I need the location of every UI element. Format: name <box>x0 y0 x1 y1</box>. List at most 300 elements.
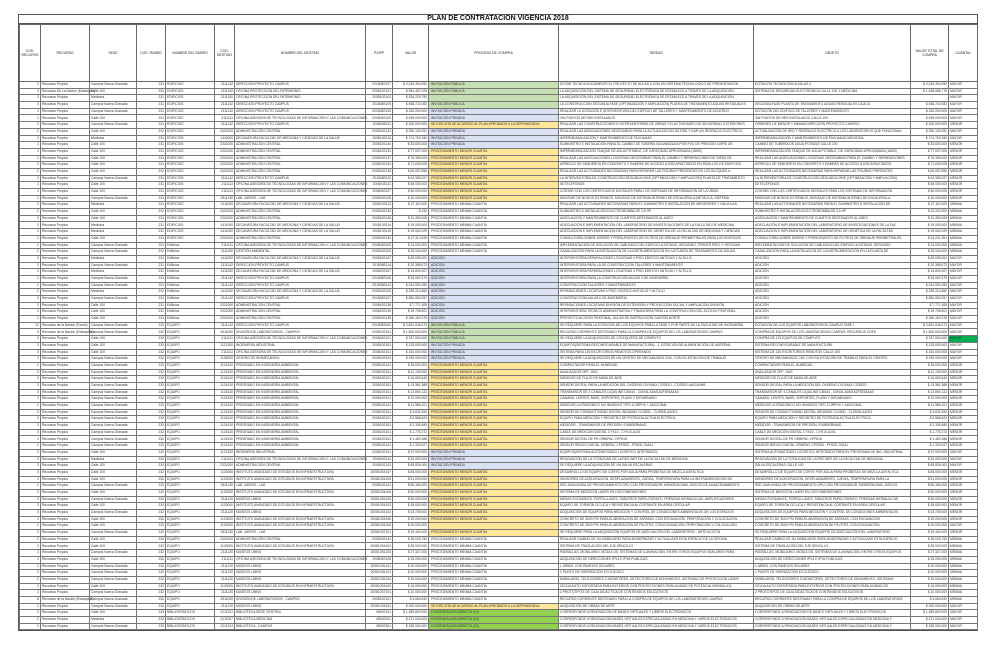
cell-cuantia[interactable]: MÍNIMA <box>949 576 978 583</box>
cell-sede[interactable]: Campus Nueva Granada <box>90 550 137 557</box>
cell-valor[interactable]: $ 93.052.279 <box>393 275 429 282</box>
cell-sede[interactable]: Calle 100 <box>90 610 137 617</box>
cell-pgipp[interactable]: 200810S114 <box>366 222 393 229</box>
cell-cod-recurso[interactable]: 2 <box>20 523 41 530</box>
cell-nombre-rubro[interactable]: EQUIPO <box>166 536 215 543</box>
cell-cod-destino[interactable]: 2111120 <box>215 590 235 597</box>
cell-sede[interactable]: Calle 100 <box>90 523 137 530</box>
cell-cod-recurso[interactable]: 2 <box>20 95 41 102</box>
cell-valor[interactable]: $ 77.007.000 <box>393 148 429 155</box>
cell-cod-rubro[interactable]: 231 <box>137 275 166 282</box>
cell-cod-destino[interactable]: 2321000 <box>215 209 235 216</box>
table-row[interactable] <box>20 423 978 430</box>
table-row[interactable] <box>20 82 978 89</box>
table-row[interactable] <box>20 342 978 349</box>
cell-cuantia[interactable]: MAYOR <box>949 623 978 630</box>
cell-cuantia[interactable]: MENOR <box>949 142 978 149</box>
cell-cod-rubro[interactable]: 232 <box>137 416 166 423</box>
cell-valor[interactable]: $ 58.000.000 <box>393 182 429 189</box>
cell-cod-destino[interactable]: 2511130 <box>215 530 235 537</box>
cell-valor-total[interactable]: $ 330.000.000 <box>911 108 949 115</box>
cell-tareas[interactable]: CONCRETO DE 3500 PSI PARA ELABORACIÓN DE PILOTES, CON EXCAVACIÓN, PERFORACIÓN Y COLOCACIÓN <box>559 523 754 530</box>
cell-pgipp[interactable]: 200810S1104 <box>366 576 393 583</box>
cell-cod-rubro[interactable]: 231 <box>137 108 166 115</box>
table-row[interactable] <box>20 128 978 135</box>
table-row[interactable] <box>20 148 978 155</box>
cell-nombre-destino[interactable]: INSTITUTO AVANZADO DE ESTUDIOS EN INFRAESTRUCTURA <box>235 523 366 530</box>
cell-cod-rubro[interactable]: 232 <box>137 322 166 329</box>
cell-nombre-destino[interactable]: ADMINISTRACIÓN CENTRAL <box>235 536 366 543</box>
cell-cuantia[interactable]: MAYOR <box>949 88 978 95</box>
cell-cod-rubro[interactable]: 232 <box>137 523 166 530</box>
cell-valor[interactable]: $ 232 <box>393 209 429 216</box>
cell-objeto[interactable]: REALIZAR LAS ADECUACIONES LOCATIVAS NECESARIAS PARA EL CAMBIO Y REPARACIONES <box>754 155 911 162</box>
cell-tareas[interactable]: SISTEMA PARA 130 ESCRITORIOS REMOTOS OPERANDO <box>559 349 754 356</box>
cell-sede[interactable]: Medicina <box>90 255 137 262</box>
cell-proceso-compra[interactable]: INVITACIÓN PRIVADA <box>429 463 559 470</box>
cell-tareas[interactable]: CONCRETO DE 3000 PSI PARA ELABORACIÓN DE ZAPATAS, CON EXCAVACIÓN, PERFORACIÓN Y COLOCACIÓN <box>559 516 754 523</box>
cell-pgipp[interactable]: 200810S132 <box>366 235 393 242</box>
cell-objeto[interactable]: ADICIÓN <box>754 316 911 323</box>
cell-cod-recurso[interactable]: 2 <box>20 142 41 149</box>
cell-nombre-destino[interactable]: BIBLIOTECA - CAMPUS <box>235 623 366 630</box>
cell-recurso[interactable]: Recursos Propios <box>41 576 90 583</box>
cell-valor[interactable]: $ 80.160.000 <box>393 483 429 490</box>
cell-recurso[interactable]: Recursos Propios <box>41 423 90 430</box>
cell-valor-total[interactable]: $ 10.000.000 <box>911 590 949 597</box>
cell-proceso-compra[interactable]: INVITACIÓN PRIVADA <box>429 356 559 363</box>
cell-valor[interactable]: $ 27.327.000 <box>393 550 429 557</box>
cell-sede[interactable]: Calle 100 <box>90 155 137 162</box>
cell-nombre-destino[interactable]: MUSEOS UMNG <box>235 590 366 597</box>
cell-valor[interactable]: $ 25.000.000 <box>393 556 429 563</box>
cell-recurso[interactable]: Recursos Propios <box>41 122 90 129</box>
cell-cod-recurso[interactable]: 2 <box>20 182 41 189</box>
cell-sede[interactable]: Campus Nueva Granada <box>90 249 137 256</box>
cell-proceso-compra[interactable]: PROCEDIMIENTO MENOR CUANTÍA <box>429 476 559 483</box>
cell-recurso[interactable]: Recursos Propios <box>41 235 90 242</box>
cell-pgipp[interactable]: 201808S000 <box>366 322 393 329</box>
cell-nombre-destino[interactable]: INSTITUTO AVANZADO DE ESTUDIOS EN INFRAESTRUCTURA <box>235 583 366 590</box>
cell-nombre-rubro[interactable]: EQUIPO <box>166 403 215 410</box>
cell-sede[interactable]: Campus Nueva Granada <box>90 108 137 115</box>
cell-proceso-compra[interactable]: PROCEDIMIENTO MENOR CUANTÍA <box>429 530 559 537</box>
cell-objeto[interactable]: SENSOR REDOX DIGITAL ORBIPAC CPF82D - PF82D-7NA11 <box>754 443 911 450</box>
cell-nombre-rubro[interactable]: EQUIPO <box>166 382 215 389</box>
cell-sede[interactable]: Campus Nueva Granada <box>90 376 137 383</box>
cell-cod-recurso[interactable]: 2 <box>20 296 41 303</box>
cell-proceso-compra[interactable]: INVITACIÓN PÚBLICA <box>429 82 559 89</box>
cell-cuantia[interactable]: MAYOR <box>949 282 978 289</box>
cell-cuantia[interactable]: MENOR <box>949 503 978 510</box>
cell-objeto[interactable]: MOBILIARIO, TELEVISORES O MONITORES, DETECTORES DE MOVIMIENTO, SISTEMAS <box>754 576 911 583</box>
cell-valor-total[interactable]: $ 13.361.988 <box>911 382 949 389</box>
cell-cod-recurso[interactable]: 2 <box>20 302 41 309</box>
table-row[interactable] <box>20 142 978 149</box>
cell-cod-rubro[interactable]: 232 <box>137 603 166 610</box>
cell-nombre-rubro[interactable]: Edificios <box>166 275 215 282</box>
cell-proceso-compra[interactable]: ADICIÓN <box>429 289 559 296</box>
table-row[interactable] <box>20 329 978 336</box>
cell-pgipp[interactable]: 200810S101 <box>366 449 393 456</box>
cell-recurso[interactable]: Recursos Propios <box>41 349 90 356</box>
cell-tareas[interactable]: MEDIDOR - TRANSMISOR DE PRESIÓN / RUBBERMAID <box>559 423 754 430</box>
table-row[interactable] <box>20 222 978 229</box>
cell-cod-recurso[interactable]: 2 <box>20 396 41 403</box>
cell-cod-destino[interactable]: 1123000 <box>215 523 235 530</box>
cell-valor-total[interactable]: $ 838.724.082 <box>911 102 949 109</box>
cell-pgipp[interactable]: 201808S113 <box>366 282 393 289</box>
table-row[interactable] <box>20 610 978 617</box>
cell-cod-destino[interactable]: 2321000 <box>215 215 235 222</box>
table-row[interactable] <box>20 155 978 162</box>
cell-cod-recurso[interactable]: 2 <box>20 416 41 423</box>
cell-nombre-destino[interactable]: ADMINISTRACIÓN CENTRAL <box>235 128 366 135</box>
cell-valor-total[interactable]: $ 11.966.101 <box>911 403 949 410</box>
cell-cuantia[interactable]: MAYOR <box>949 603 978 610</box>
cell-cuantia[interactable]: MAYOR <box>949 349 978 356</box>
cell-cuantia[interactable]: MENOR <box>949 162 978 169</box>
cell-recurso[interactable]: Recursos Propios <box>41 336 90 343</box>
cell-cod-recurso[interactable]: 2 <box>20 476 41 483</box>
cell-proceso-compra[interactable]: PROCEDIMIENTO MENOR CUANTÍA <box>429 516 559 523</box>
cell-objeto[interactable]: ADICIÓN <box>754 296 911 303</box>
cell-valor-total[interactable]: $ 25.000.000 <box>911 556 949 563</box>
cell-tareas[interactable]: SENSOR REDOX DIGITAL ORBIPAC CPF82D - PF82D-7NA11 <box>559 443 754 450</box>
cell-pgipp[interactable]: 200810S101 <box>366 362 393 369</box>
cell-cuantia[interactable]: MENOR <box>949 362 978 369</box>
cell-nombre-destino[interactable]: DIVISIÓN DE LABORATORIOS - CAMPUS <box>235 596 366 603</box>
cell-cuantia[interactable]: MAYOR <box>949 523 978 530</box>
cell-cod-destino[interactable]: 1121610 <box>215 403 235 410</box>
cell-cod-destino[interactable]: 1121300 <box>215 342 235 349</box>
cell-objeto[interactable]: ADQUISICIÓN DE OBRAS DE ARTE <box>754 603 911 610</box>
cell-sede[interactable]: Campus Nueva Granada <box>90 403 137 410</box>
cell-nombre-destino[interactable]: ADMINISTRACIÓN CENTRAL <box>235 162 366 169</box>
cell-proceso-compra[interactable]: ADICIÓN <box>429 296 559 303</box>
cell-cod-rubro[interactable]: 231 <box>137 88 166 95</box>
cell-cod-destino[interactable]: 2321000 <box>215 536 235 543</box>
cell-cod-destino[interactable]: 1121610 <box>215 409 235 416</box>
cell-valor[interactable]: $ 21.130.000 <box>393 369 429 376</box>
cell-objeto[interactable]: ARREGLO DE SENDEROS EN CONCRETO Y RAMPAS DE ACCESO A DISCAPACITADOS <box>754 162 911 169</box>
table-row[interactable] <box>20 456 978 463</box>
table-row[interactable] <box>20 483 978 490</box>
cell-recurso[interactable]: Recursos Propios <box>41 189 90 196</box>
cell-objeto[interactable]: CENTRO DE MECANIZADO CNC CON SU ESTACIÓN DE TRABAJO PARA EL CENTRO <box>754 356 911 363</box>
cell-valor-total[interactable]: $ 20.000.000 <box>911 516 949 523</box>
cell-cod-destino[interactable]: 1121610 <box>215 369 235 376</box>
cell-pgipp[interactable]: 200810S107 <box>366 255 393 262</box>
cell-cod-rubro[interactable]: 232 <box>137 496 166 503</box>
cell-cuantia[interactable]: MENOR <box>949 396 978 403</box>
cell-valor-total[interactable]: $ 61.000.000 <box>911 476 949 483</box>
cell-objeto[interactable]: CONTAR CON LOS CERTIFICADOS DIGITALES PARA LOS SISTEMAS DE INFORMACIÓN <box>754 189 911 196</box>
cell-cuantia[interactable]: MENOR <box>949 496 978 503</box>
cell-recurso[interactable]: Recursos Propios <box>41 496 90 503</box>
cell-nombre-destino[interactable]: OFICINA PROTECCIÓN DEL PATRIMONIO <box>235 95 366 102</box>
cell-tareas[interactable]: RECURSO CORRIENTE DESTINADO PARA LA COMPRA DE EQUIPOS DE LOS LABORATORIOS CAMPUS. <box>559 329 754 336</box>
cell-nombre-rubro[interactable]: Edificios <box>166 289 215 296</box>
cell-cod-destino[interactable]: 2511000 <box>215 596 235 603</box>
cell-sede[interactable]: Campus Nueva Granada <box>90 590 137 597</box>
cell-objeto[interactable]: SE REQUIERE PARA LA ADQUISICIÓN EQUIPOS DE ADECUACIÓN DEL LABORATORIO <box>754 530 911 537</box>
cell-valor[interactable]: $ 204.000.000 <box>393 349 429 356</box>
cell-objeto[interactable]: EQUIPO PARA MEDICIÓN Y REGISTRO DE POTENCIA ACTIVA ELÉCTRICA <box>754 416 911 423</box>
cell-cod-recurso[interactable]: 2 <box>20 222 41 229</box>
cell-recurso[interactable]: Recursos Propios <box>41 463 90 470</box>
cell-sede[interactable]: Campus Nueva Granada <box>90 82 137 89</box>
cell-cuantia[interactable]: MENOR <box>949 516 978 523</box>
cell-pgipp[interactable]: 200810S101 <box>366 409 393 416</box>
cell-tareas[interactable]: CELDA AUTO SOPORTADA PARA EXTERIOR CON PROTECCIONES PARA UNIDAD DE POTENCIA HIDRÁULICA <box>559 583 754 590</box>
cell-proceso-compra[interactable]: INVITACIÓN PRIVADA <box>429 128 559 135</box>
cell-cod-destino[interactable]: 1121610 <box>215 443 235 450</box>
cell-cuantia[interactable]: MENOR <box>949 443 978 450</box>
cell-nombre-destino[interactable]: DECANATURA FACULTAD DE MEDICINA Y CIENCIAS DE LA SALUD <box>235 135 366 142</box>
cell-proceso-compra[interactable]: PROCEDIMIENTO MENOR CUANTÍA <box>429 483 559 490</box>
cell-valor[interactable]: $ 5.566.523 <box>393 416 429 423</box>
cell-tareas[interactable]: ADQUISICIÓN DE OBRAS DE ARTE <box>559 603 754 610</box>
cell-tareas[interactable]: CORRESPONDE A RENOVACIÓN DE BASES VIRTUALES Y LIBROS ELECTRÓNICOS <box>559 610 754 617</box>
cell-nombre-rubro[interactable]: EQUIPO <box>166 583 215 590</box>
table-row[interactable] <box>20 449 978 456</box>
cell-cuantia[interactable]: MAYOR <box>949 115 978 122</box>
cell-pgipp[interactable]: 200810S4101 <box>366 543 393 550</box>
cell-cuantia[interactable]: MAYOR <box>949 255 978 262</box>
cell-cod-recurso[interactable]: 2 <box>20 583 41 590</box>
cell-valor[interactable]: $ 20.000.000 <box>393 570 429 577</box>
cell-proceso-compra[interactable]: PROCEDIMIENTO MENOR CUANTÍA <box>429 409 559 416</box>
cell-cod-rubro[interactable]: 231 <box>137 82 166 89</box>
table-row[interactable] <box>20 556 978 563</box>
cell-valor-total[interactable]: $ 787.500.000 <box>911 336 949 343</box>
cell-tareas[interactable]: LA ADQUISICIÓN DEL SISTEMA DE SEGURIDAD ELECTRÓNICA SE ESTABLECE A TRAVÉS DE LA ADQUISICIÓN <box>559 88 754 95</box>
cell-recurso[interactable]: Recursos Propios <box>41 409 90 416</box>
cell-proceso-compra[interactable]: ADICIÓN <box>429 302 559 309</box>
cell-valor-total[interactable]: $ 89.826.000 <box>911 463 949 470</box>
cell-valor-total[interactable]: $ 190.000.000 <box>911 356 949 363</box>
cell-valor-total[interactable]: $ 1.500.000.000 <box>911 329 949 336</box>
cell-cuantia[interactable]: MENOR <box>949 436 978 443</box>
cell-nombre-rubro[interactable]: EQUIPO <box>166 416 215 423</box>
cell-nombre-rubro[interactable]: EDIFICIOS <box>166 148 215 155</box>
cell-sede[interactable]: Campus Nueva Granada <box>90 429 137 436</box>
cell-objeto[interactable]: 2 PROTOTIPOS DE CAJA DIDÁCTICA DE CONTENIDOS EDUCATIVOS <box>754 590 911 597</box>
cell-nombre-destino[interactable]: GESTIÓN AMBIENTAL <box>235 249 366 256</box>
column-header-recurso[interactable]: RECURSO <box>41 25 90 82</box>
cell-recurso[interactable]: Recursos Propios <box>41 275 90 282</box>
cell-cuantia[interactable]: MÍNIMA <box>949 543 978 550</box>
cell-tareas[interactable]: IMPERMEABILIZACIÓN Y MANTENIMIENTO DE FACHADAS <box>559 135 754 142</box>
cell-nombre-destino[interactable]: MUSEOS UMNG <box>235 550 366 557</box>
cell-tareas[interactable]: CONTAR CON LOS CERTIFICADOS DIGITALES PARA LOS SISTEMAS DE INFORMACIÓN DE LA UMNG <box>559 189 754 196</box>
cell-tareas[interactable]: SE REQUIERE LA ADQUISICIÓN DE UN CENTRO DE MECANIZADO CNC, CON SU ESTACIÓN DE TRABAJO <box>559 356 754 363</box>
cell-valor[interactable]: $ 3.249.394.092 <box>393 82 429 89</box>
table-row[interactable] <box>20 443 978 450</box>
cell-pgipp[interactable]: 4900S301 <box>366 623 393 630</box>
cell-cod-destino[interactable]: 1121610 <box>215 396 235 403</box>
cell-recurso[interactable]: Recursos Propios <box>41 102 90 109</box>
cell-proceso-compra[interactable]: ADICIÓN <box>429 255 559 262</box>
cell-tareas[interactable]: INTERVENTORÍA PARA LA DE CONSTRUCCIÓN TALLERES Y MANTENIMIENTO <box>559 262 754 269</box>
cell-valor-total[interactable]: $ 39.738.501 <box>911 309 949 316</box>
cell-valor-total[interactable]: $ 50.000.000 <box>911 489 949 496</box>
cell-valor[interactable]: $ 850.052.097 <box>393 296 429 303</box>
cell-sede[interactable]: Campus Nueva Granada <box>90 356 137 363</box>
cell-pgipp[interactable]: 200810S140 <box>366 142 393 149</box>
cell-proceso-compra[interactable]: ADICIÓN <box>429 262 559 269</box>
cell-cod-rubro[interactable]: 232 <box>137 336 166 343</box>
cell-nombre-rubro[interactable]: EDIFICIOS <box>166 135 215 142</box>
cell-pgipp[interactable]: 200810S4102 <box>366 510 393 517</box>
cell-valor[interactable]: $ 19.093.000 <box>393 222 429 229</box>
cell-valor[interactable]: $ 45.005.000 <box>393 255 429 262</box>
cell-valor[interactable]: $ 12.000.000 <box>393 396 429 403</box>
cell-nombre-rubro[interactable]: EDIFICIOS <box>166 182 215 189</box>
cell-nombre-rubro[interactable]: EQUIPO <box>166 436 215 443</box>
cell-pgipp[interactable]: 200810S136 <box>366 316 393 323</box>
cell-nombre-destino[interactable]: MUSEOS UMNG <box>235 603 366 610</box>
cell-tareas[interactable]: CORRESPONDE A RENOVACIÓN BASES VIRTUALES ESPECIALIZADAS EN MEDICINA Y LIBROS ELECTRÓNICOS <box>559 623 754 630</box>
cell-sede[interactable]: Calle 100 <box>90 516 137 523</box>
cell-cod-recurso[interactable]: 2 <box>20 242 41 249</box>
cell-objeto[interactable]: DOTACIÓN DEL EDIFICIO DE TALLERES Y MANTENIMIENTO <box>754 108 911 115</box>
cell-valor[interactable]: $ 243.900.280 <box>393 282 429 289</box>
cell-cod-destino[interactable]: 2211314 <box>215 623 235 630</box>
cell-pgipp[interactable]: 200810S115 <box>366 135 393 142</box>
cell-recurso[interactable]: Recursos Propios <box>41 376 90 383</box>
cell-proceso-compra[interactable]: PROCEDIMIENTO MENOR CUANTÍA <box>429 175 559 182</box>
cell-nombre-destino[interactable]: DIRECCIÓN PROYECTO CAMPUS <box>235 262 366 269</box>
cell-cod-recurso[interactable]: 2 <box>20 202 41 209</box>
cell-cuantia[interactable]: MENOR <box>949 469 978 476</box>
table-row[interactable] <box>20 229 978 236</box>
cell-valor[interactable]: $ 89.826.000 <box>393 463 429 470</box>
cell-nombre-destino[interactable]: DIRECCIÓN PROYECTO CAMPUS <box>235 296 366 303</box>
cell-sede[interactable]: Calle 100 <box>90 148 137 155</box>
cell-pgipp[interactable]: 200810S131 <box>366 148 393 155</box>
cell-nombre-rubro[interactable]: EQUIPO <box>166 443 215 450</box>
cell-cod-recurso[interactable]: 2 <box>20 456 41 463</box>
cell-objeto[interactable]: 304 PUNTOS DE RED INSTALADOS CALLE 100 <box>754 115 911 122</box>
cell-valor[interactable]: $ 495.000.000 <box>393 115 429 122</box>
cell-nombre-destino[interactable]: DIRECCIÓN PROYECTO CAMPUS <box>235 322 366 329</box>
cell-valor-total[interactable]: $ 83.600.000 <box>911 142 949 149</box>
cell-tareas[interactable]: CONSULTORÍA SOBRE DISEÑO Y PRESUPUESTO DE FILTROS DE DRENAJE PERIMETRALES PARA LOS EDIFICIOS <box>559 235 754 242</box>
cell-valor-total[interactable]: $ 45.000.000 <box>911 503 949 510</box>
cell-objeto[interactable]: ADECUACIÓN E IMPLEMENTACIÓN DEL LABORATORIO DE GENÉTICA DE LA FACULTAD <box>754 229 911 236</box>
cell-valor-total[interactable]: $ 20.358.673 <box>911 262 949 269</box>
cell-proceso-compra[interactable]: SE EJECUTA DE ACUERDO AL PLAN APROBADO A LA DEPENDENCIA <box>429 122 559 129</box>
cell-objeto[interactable]: EQUIPO DE TORSIÓN CÍCLICA Y RESISTENCIA AL CORTANTE EN ÁREA CIRCULAR <box>754 503 911 510</box>
cell-pgipp[interactable]: 200810S4101 <box>366 603 393 610</box>
table-row[interactable] <box>20 282 978 289</box>
cell-recurso[interactable]: Recursos Propios <box>41 617 90 624</box>
cell-sede[interactable]: Campus Nueva Granada <box>90 409 137 416</box>
cell-nombre-destino[interactable]: PREGRADO EN INGENIERÍA AMBIENTAL <box>235 382 366 389</box>
cell-objeto[interactable]: CANALIZACIÓN PARA LA INSTALACIÓN DE LA INSTRUMENTACIÓN EN LA PLANTA DE <box>754 249 911 256</box>
cell-sede[interactable]: Medicina <box>90 202 137 209</box>
cell-pgipp[interactable]: 200810S104 <box>366 356 393 363</box>
cell-recurso[interactable]: Recursos Propios <box>41 469 90 476</box>
cell-recurso[interactable]: Recursos Propios <box>41 623 90 630</box>
cell-valor[interactable]: $ 838.724.082 <box>393 102 429 109</box>
cell-valor[interactable]: $ 10.000.000 <box>393 590 429 597</box>
cell-objeto[interactable]: SISTEMA DE MEDICIÓN LASER EN DOS DIMENSIONES <box>754 489 911 496</box>
cell-objeto[interactable]: REALIZAR LAS ACTIVIDADES NECESARIAS PARA EL SUMINISTRO E INSTALACIÓN DE <box>754 202 911 209</box>
cell-valor-total[interactable]: $ 80.160.000 <box>911 483 949 490</box>
cell-cod-destino[interactable]: 1121610 <box>215 389 235 396</box>
cell-cod-recurso[interactable]: 2 <box>20 362 41 369</box>
cell-nombre-rubro[interactable]: Edificios <box>166 282 215 289</box>
cell-cod-rubro[interactable]: 232 <box>137 463 166 470</box>
cell-cod-destino[interactable]: 1123000 <box>215 489 235 496</box>
cell-cuantia[interactable]: MAYOR <box>949 322 978 329</box>
cell-cuantia[interactable]: MENOR <box>949 416 978 423</box>
cell-pgipp[interactable]: 200810S101 <box>366 436 393 443</box>
cell-pgipp[interactable]: 200810S101 <box>366 382 393 389</box>
cell-cod-rubro[interactable]: 231 <box>137 242 166 249</box>
cell-pgipp[interactable]: 200810S101 <box>366 416 393 423</box>
cell-objeto[interactable]: DESARROLLO DE EQUIPO DE CORTE POR AGUA PARA PROBETAS DE MEZCLA ASFÁLTICA <box>754 469 911 476</box>
cell-cod-recurso[interactable]: 2 <box>20 356 41 363</box>
cell-pgipp[interactable]: 200810S101 <box>366 369 393 376</box>
cell-cod-rubro[interactable]: 231 <box>137 209 166 216</box>
cell-valor[interactable]: $ 19.052.029 <box>393 229 429 236</box>
cell-cod-recurso[interactable]: 2 <box>20 449 41 456</box>
cell-recurso[interactable]: Recursos Propios <box>41 362 90 369</box>
table-row[interactable] <box>20 296 978 303</box>
cell-valor-total[interactable]: $ 20.000.000 <box>911 570 949 577</box>
cell-nombre-destino[interactable]: PREGRADO EN INGENIERÍA AMBIENTAL <box>235 416 366 423</box>
cell-nombre-rubro[interactable]: EDIFICIOS <box>166 122 215 129</box>
table-row[interactable] <box>20 349 978 356</box>
cell-cod-destino[interactable]: 2111111 <box>215 115 235 122</box>
cell-nombre-destino[interactable]: DIRECCIÓN PROYECTO CAMPUS <box>235 82 366 89</box>
cell-valor-total[interactable]: $ 471.000.000 <box>911 617 949 624</box>
cell-valor[interactable]: $ 300.000.000 <box>393 603 429 610</box>
cell-valor-total[interactable]: $ 35.000.000 <box>911 543 949 550</box>
cell-nombre-destino[interactable]: BIBLIOTECA SEDE CENTRAL <box>235 610 366 617</box>
cell-proceso-compra[interactable]: PROCEDIMIENTO MENOR CUANTÍA <box>429 389 559 396</box>
cell-cuantia[interactable]: MAYOR <box>949 356 978 363</box>
cell-cod-recurso[interactable]: 2 <box>20 349 41 356</box>
cell-tareas[interactable]: MESAS PLEGABLES, PORTA LLAVES, TABLEROS PAPELÓGRAFO, PRENSAS HIDRÁULICAS, AMPLIFICADORES <box>559 496 754 503</box>
cell-sede[interactable]: Campus Nueva Granada <box>90 530 137 537</box>
cell-cod-destino[interactable]: 1121610 <box>215 362 235 369</box>
cell-nombre-rubro[interactable]: Edificios <box>166 269 215 276</box>
cell-cuantia[interactable]: MENOR <box>949 122 978 129</box>
cell-sede[interactable]: Calle 100 <box>90 309 137 316</box>
cell-nombre-rubro[interactable]: EDIFICIOS <box>166 82 215 89</box>
cell-objeto[interactable]: CÁMARA, LENTES, BASE, SOPORTES, FLASH Y DIFUMINADO <box>754 396 911 403</box>
cell-cod-rubro[interactable]: 231 <box>137 168 166 175</box>
cell-sede[interactable]: Calle 100 <box>90 209 137 216</box>
cell-cod-destino[interactable]: 2111100 <box>215 95 235 102</box>
cell-valor-total[interactable]: $ 339.213.660 <box>911 289 949 296</box>
cell-nombre-destino[interactable]: PREGRADO EN INGENIERÍA AMBIENTAL <box>235 423 366 430</box>
cell-proceso-compra[interactable]: PROCEDIMIENTO MÍNIMA CUANTÍA <box>429 550 559 557</box>
cell-cod-rubro[interactable]: 232 <box>137 536 166 543</box>
cell-cod-destino[interactable]: 2111142 <box>215 322 235 329</box>
cell-valor-total[interactable]: $ 3.632.454 <box>911 409 949 416</box>
cell-sede[interactable]: Calle 100 <box>90 168 137 175</box>
cell-pgipp[interactable]: 200810S134 <box>366 162 393 169</box>
cell-sede[interactable]: Calle 100 <box>90 469 137 476</box>
cell-valor[interactable]: $ 190.000.000 <box>393 356 429 363</box>
cell-proceso-compra[interactable]: PROCEDIMIENTO MÍNIMA CUANTÍA <box>429 583 559 590</box>
